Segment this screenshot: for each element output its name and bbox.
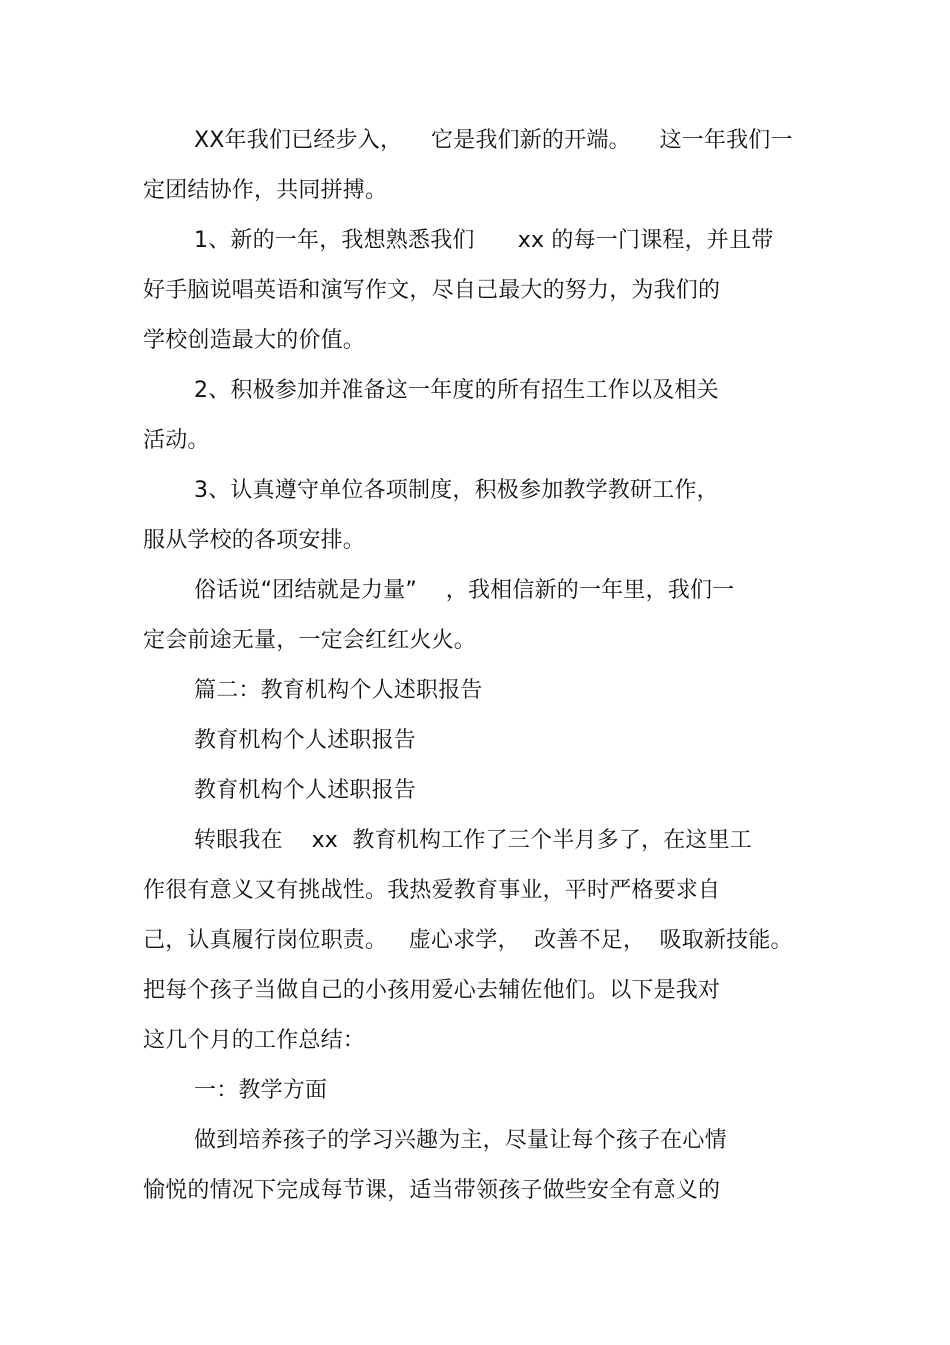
paragraph-line: 俗话说“团结就是力量” ，我相信新的一年里，我们一 bbox=[194, 578, 735, 603]
paragraph-line: 把每个孩子当做自己的小孩用爱心去辅佐他们。以下是我对 bbox=[143, 978, 721, 1003]
paragraph-line: 活动。 bbox=[143, 428, 210, 453]
section-heading: 篇二：教育机构个人述职报告 bbox=[194, 678, 483, 703]
document-title: 教育机构个人述职报告 bbox=[194, 728, 417, 753]
list-item-line: 3、认真遵守单位各项制度，积极参加教学教研工作， bbox=[194, 478, 719, 503]
list-item-line: 2、积极参加并准备这一年度的所有招生工作以及相关 bbox=[194, 378, 719, 403]
paragraph-line: 这几个月的工作总结： bbox=[143, 1028, 366, 1053]
paragraph-line: 服从学校的各项安排。 bbox=[143, 528, 366, 553]
paragraph-line: XX年我们已经步入， 它是我们新的开端。 这一年我们一 bbox=[194, 128, 793, 153]
paragraph-line: 定会前途无量，一定会红红火火。 bbox=[143, 628, 477, 653]
list-item-line: 1、新的一年，我想熟悉我们 xx 的每一门课程，并且带 bbox=[194, 228, 774, 253]
paragraph-line: 愉悦的情况下完成每节课，适当带领孩子做些安全有意义的 bbox=[143, 1178, 721, 1203]
paragraph-line: 作很有意义又有挑战性。我热爱教育事业，平时严格要求自 bbox=[143, 878, 721, 903]
paragraph-line: 己，认真履行岗位职责。 虚心求学， 改善不足， 吸取新技能。 bbox=[143, 928, 793, 953]
subsection-heading: 一：教学方面 bbox=[194, 1078, 328, 1103]
paragraph-line: 学校创造最大的价值。 bbox=[143, 328, 366, 353]
document-title: 教育机构个人述职报告 bbox=[194, 778, 417, 803]
paragraph-line: 转眼我在 xx 教育机构工作了三个半月多了，在这里工 bbox=[194, 828, 752, 853]
paragraph-line: 做到培养孩子的学习兴趣为主，尽量让每个孩子在心情 bbox=[194, 1128, 727, 1153]
paragraph-line: 定团结协作，共同拼搏。 bbox=[143, 178, 388, 203]
paragraph-line: 好手脑说唱英语和演写作文，尽自己最大的努力，为我们的 bbox=[143, 278, 721, 303]
